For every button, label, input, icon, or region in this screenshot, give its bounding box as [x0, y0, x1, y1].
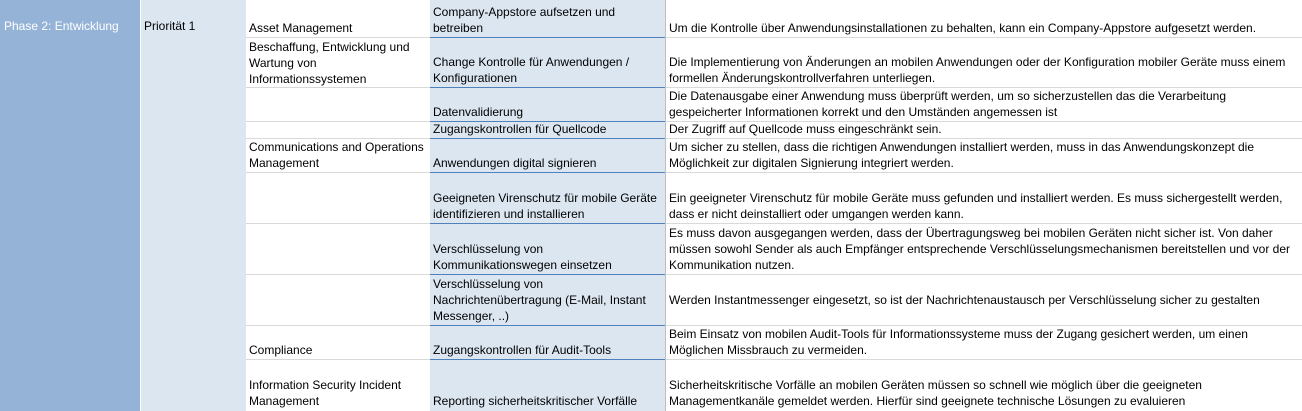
measure-cell[interactable] [430, 223, 665, 274]
category-cell[interactable] [246, 359, 430, 411]
category-cell[interactable] [246, 223, 430, 274]
description-cell[interactable] [665, 325, 1302, 359]
measure-cell[interactable] [430, 325, 665, 359]
category-cell[interactable] [246, 87, 430, 121]
description-text: Um sicher zu stellen, dass die richtigen Anwendungen installiert werden, muss in das Anwendungskonzept die Möglichkeit zur digitalen Signierung integriert werden. [669, 140, 1254, 170]
category-cell[interactable] [246, 121, 430, 138]
measure-text: Anwendungen digital signieren [433, 156, 597, 170]
description-cell[interactable] [665, 359, 1302, 411]
measure-text: Company-Appstore aufsetzen und betreiben [433, 5, 616, 35]
priority-cell[interactable] [141, 0, 246, 411]
category-text: Communications and Operations Management [249, 140, 424, 170]
description-cell[interactable] [665, 223, 1302, 274]
measure-text: Verschlüsselung von Kommunikationswegen einsetzen [433, 242, 612, 272]
description-cell[interactable] [665, 121, 1302, 138]
category-cell[interactable] [246, 325, 430, 359]
description-cell[interactable] [665, 0, 1302, 37]
description-cell[interactable] [665, 172, 1302, 223]
description-text: Die Datenausgabe einer Anwendung muss überprüft werden, um so sicherzustellen das die Verarbeitung gespeicherter Informationen korrekt und den Umständen angemessen ist [669, 89, 1227, 119]
category-text: Beschaffung, Entwicklung und Wartung von Informationssystemen [249, 40, 410, 86]
description-text: Beim Einsatz von mobilen Audit-Tools für Informationssysteme muss der Zugang gesichert werden, um einen Möglichen Missbrauch zu vermeiden. [669, 327, 1248, 357]
description-text: Um die Kontrolle über Anwendungsinstallationen zu behalten, kann ein Company-Appstore aufgesetzt werden. [669, 21, 1257, 35]
category-cell[interactable] [246, 172, 430, 223]
phase-label: Phase 2: Entwicklung [4, 19, 119, 33]
measure-text: Zugangskontrollen für Audit-Tools [433, 343, 612, 357]
description-text: Der Zugriff auf Quellcode muss eingeschränkt sein. [669, 122, 942, 136]
measure-text: Change Kontrolle für Anwendungen / Konfigurationen [433, 55, 630, 85]
phase-cell[interactable] [0, 0, 141, 411]
description-cell[interactable] [665, 37, 1302, 87]
description-cell[interactable] [665, 87, 1302, 121]
measure-cell[interactable] [430, 172, 665, 223]
priority-label: Priorität 1 [144, 19, 196, 33]
category-text: Compliance [249, 343, 313, 357]
measure-cell[interactable] [430, 37, 665, 87]
category-cell[interactable] [246, 37, 430, 87]
category-cell[interactable] [246, 138, 430, 172]
description-text: Die Implementierung von Änderungen an mobilen Anwendungen oder der Konfiguration mobiler Geräte muss einem formellen Änderungskontrollverfahren unterliegen. [669, 55, 1286, 85]
measure-text: Reporting sicherheitskritischer Vorfälle [433, 394, 638, 408]
measure-cell[interactable] [430, 87, 665, 121]
category-text: Asset Management [249, 21, 353, 35]
description-text: Werden Instantmessenger eingesetzt, so ist der Nachrichtenaustausch per Verschlüsselung sicher zu gestalten [669, 292, 1260, 307]
measure-cell[interactable] [430, 274, 665, 325]
description-cell[interactable] [665, 138, 1302, 172]
measure-cell[interactable] [430, 0, 665, 37]
description-cell[interactable] [665, 274, 1302, 325]
category-text: Information Security Incident Management [249, 378, 402, 408]
category-cell[interactable] [246, 0, 430, 37]
measure-text: Verschlüsselung von Nachrichtenübertragung (E-Mail, Instant Messenger, ..) [433, 277, 646, 323]
measure-cell[interactable] [430, 138, 665, 172]
category-cell[interactable] [246, 274, 430, 325]
measure-text: Datenvalidierung [433, 105, 524, 119]
measure-cell[interactable] [430, 359, 665, 411]
description-text: Es muss davon ausgegangen werden, dass der Übertragungsweg bei mobilen Geräten nicht sicher ist. Von daher müssen sowohl Sender als auch Empfänger entsprechende Verschlüsselungsmechanismen bereitstellen und vor der Kommunikation nutzen. [669, 226, 1291, 272]
measure-text: Geeigneten Virenschutz für mobile Geräte identifizieren und installieren [433, 191, 657, 221]
description-text: Sicherheitskritische Vorfälle an mobilen Geräten müssen so schnell wie möglich über die geeigneten Managementkanäle gemeldet werden. Hierfür sind geeignete technische Lösungen zu evaluieren [669, 378, 1202, 408]
description-text: Ein geeigneter Virenschutz für mobile Geräte muss gefunden und installiert werden. Es muss sichergestellt werden, dass er nicht deinstalliert oder umgangen werden kann. [669, 191, 1283, 221]
measure-cell[interactable] [430, 121, 665, 138]
measure-text: Zugangskontrollen für Quellcode [433, 122, 607, 136]
